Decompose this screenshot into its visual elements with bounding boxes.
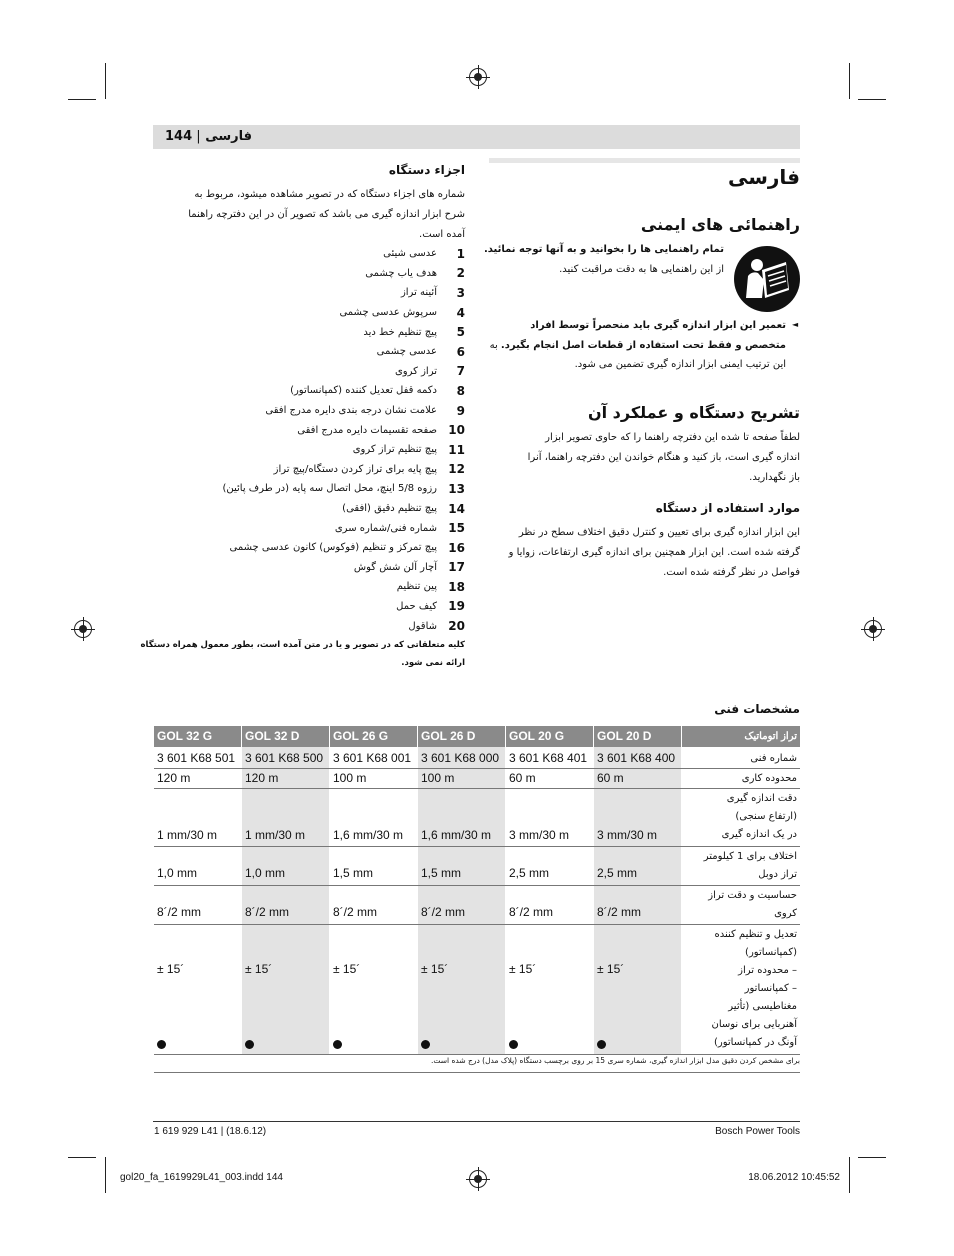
part-number: 16: [448, 540, 465, 555]
list-item: [145, 597, 465, 617]
feature-bullet-icon: [597, 1040, 606, 1049]
part-label: پیچ تنظیم خط دید: [363, 326, 437, 338]
table-column-shade: [594, 747, 681, 1054]
table-cell: ± 15´: [509, 962, 537, 976]
safety-repair-line3: این ترتیب ایمنی ابزار اندازه گیری تضمین می شود.: [574, 359, 786, 370]
safety-repair-line2-bold: متخصص و فقط تحت استفاده از قطعات اصل انجام بگیرد.: [500, 340, 786, 351]
part-number: 20: [448, 619, 465, 634]
table-cell: ± 15´: [245, 962, 273, 976]
table-cell: ± 15´: [597, 962, 625, 976]
table-cell: 3 mm/30 m: [597, 828, 658, 842]
list-item: [145, 499, 465, 519]
crop-mark: [858, 99, 886, 100]
row-label-line: آهنربایی برای نوسان: [711, 1019, 797, 1030]
part-label: پیچ تنظیم دقیق (افقی): [342, 503, 437, 515]
part-number: 8: [456, 383, 465, 398]
row-label-line: (ارتفاع سنجی): [735, 811, 797, 822]
part-number: 14: [448, 501, 465, 516]
bullet-triangle-icon: ◄: [792, 320, 799, 329]
part-number: 17: [448, 560, 465, 575]
row-label-line: (کمپانساتور): [745, 947, 797, 958]
components-list: [145, 244, 465, 636]
list-item: [145, 616, 465, 636]
table-cell: 100 m: [333, 771, 367, 785]
specs-table: [154, 726, 800, 1074]
part-label: عدسی شیئی: [383, 248, 437, 260]
feature-bullet-icon: [157, 1040, 166, 1049]
intended-use-text: [480, 523, 800, 583]
intended-use-heading: موارد استفاده از دستگاه: [655, 501, 800, 515]
part-number: 3: [456, 285, 465, 300]
row-label-line: – محدوده تراز: [738, 965, 797, 976]
part-label: علامت نشان درجه بندی دایره مدرج افقی: [265, 405, 437, 417]
part-label: پین تنظیم: [396, 581, 437, 593]
part-label: دکمه قفل تعدیل کننده (کمپانساتور): [290, 385, 437, 397]
crop-mark: [68, 1157, 96, 1158]
list-item: [145, 303, 465, 323]
feature-bullet-icon: [333, 1040, 342, 1049]
part-number: 6: [456, 344, 465, 359]
accessories-note-line: کلیه متعلقاتی که در تصویر و یا در متن آمده است، بطور معمول همراه دستگاه: [140, 640, 465, 650]
registration-mark-icon: [864, 620, 882, 638]
list-item: [145, 558, 465, 578]
model-header: GOL 26 G: [330, 726, 417, 747]
table-cell: 100 m: [421, 771, 455, 785]
description-line: باز نگهدارید.: [749, 472, 800, 483]
registration-mark-icon: [469, 1170, 487, 1188]
part-label: پیچ تمرکز و تنظیم (فوکوس) کانون عدسی چشمی: [229, 542, 437, 554]
table-cell: 1,0 mm: [245, 866, 286, 880]
part-number: 4: [456, 305, 465, 320]
specs-footnote: برای مشخص کردن دقیق مدل ابزار اندازه گیری، شماره سری 15 بر روی برچسب دستگاه (پلاک مدل) درج شده است.: [430, 1056, 800, 1065]
part-number: 11: [448, 442, 465, 457]
specs-heading: مشخصات فنی: [714, 702, 800, 716]
list-item: [145, 342, 465, 362]
row-label: [711, 926, 797, 1052]
intended-use-line: فواصل در نظر گرفته شده است.: [663, 567, 800, 578]
description-line: اندازه گیری است، باز کنید و هنگام خواندن این دفترچه راهنما، آنرا: [527, 452, 800, 463]
header-language: فارسی: [205, 129, 253, 144]
table-cell: 60 m: [597, 771, 624, 785]
model-header: GOL 32 D: [242, 726, 329, 747]
table-cell: 8´/2 mm: [597, 905, 642, 919]
read-manual-icon: [734, 246, 800, 312]
crop-mark: [105, 63, 106, 99]
table-rule: [154, 1054, 800, 1055]
table-column-shade: [242, 747, 329, 1054]
part-label: صفحه تقسیمات دایره مدرج افقی: [297, 424, 437, 436]
description-line: لطفاً صفحه تا شده این دفترچه راهنما را که حاوی تصویر ابزار: [545, 432, 800, 443]
intended-use-line: این ابزار اندازه گیری برای تعیین و کنترل دقیق اختلاف سطح در نظر: [518, 527, 800, 538]
footer-doc-code: 1 619 929 L41 | (18.6.12): [154, 1126, 267, 1137]
table-cell: ± 15´: [333, 962, 361, 976]
part-label: شاقول: [408, 620, 437, 632]
part-number: 13: [448, 481, 465, 496]
model-header: GOL 26 D: [418, 726, 505, 747]
components-heading: اجزاء دستگاه: [388, 163, 465, 177]
part-number: 1: [456, 246, 465, 261]
components-intro-line: شرح ابزار اندازه گیری می باشد که تصویر آن در این دفترچه راهنما: [188, 209, 465, 220]
table-cell: 3 601 K68 401: [509, 751, 588, 765]
list-item: [145, 264, 465, 284]
table-cell: ± 15´: [421, 962, 449, 976]
part-number: 7: [456, 364, 465, 379]
row-label-line: اختلاف برای 1 کیلومتر: [703, 851, 797, 862]
table-cell: 3 601 K68 500: [245, 751, 324, 765]
part-label: رزوه 5/8 اینچ، محل اتصال سه پایه (در طرف پائین): [222, 483, 437, 495]
row-label-line: کروی: [774, 908, 797, 919]
part-label: پیچ پایه برای تراز کردن دستگاه/پیچ تراز: [273, 463, 437, 475]
row-label: شماره فنی: [750, 753, 797, 764]
table-rule: [154, 768, 800, 769]
components-intro-line: شماره های اجزاء دستگاه که در تصویر مشاهده میشود، مربوط به: [194, 189, 465, 200]
row-label-line: تراز دوبل: [758, 869, 797, 880]
description-text: [480, 428, 800, 488]
components-intro-line: آمده است.: [419, 229, 465, 240]
footer-file: gol20_fa_1619929L41_003.indd 144: [120, 1172, 283, 1183]
row-label-line: دقت اندازه گیری: [726, 793, 797, 804]
part-label: کیف حمل: [396, 600, 437, 612]
table-rule: [154, 924, 800, 925]
part-number: 9: [456, 403, 465, 418]
row-label-line: – کمپانساتور: [744, 983, 797, 994]
registration-mark-icon: [469, 68, 487, 86]
part-number: 2: [456, 266, 465, 281]
table-cell: 8´/2 mm: [421, 905, 466, 919]
crop-mark: [849, 63, 850, 99]
page-header: [153, 125, 800, 149]
table-cell: 1 mm/30 m: [245, 828, 306, 842]
page-title: فارسی: [727, 165, 800, 189]
crop-mark: [68, 99, 96, 100]
safety-repair-line2-tail: به: [489, 340, 498, 351]
part-number: 18: [448, 579, 465, 594]
table-cell: 8´/2 mm: [333, 905, 378, 919]
table-cell: 60 m: [509, 771, 536, 785]
table-cell: 3 mm/30 m: [509, 828, 570, 842]
row-label-line: مغناطیسی (تأثیر: [728, 1001, 797, 1012]
row-label: [722, 790, 797, 844]
part-label: تراز کروی: [394, 365, 437, 377]
page-header-label: فارسی | 144: [165, 129, 253, 144]
safety-repair-line2: [490, 336, 786, 356]
part-number: 15: [448, 521, 465, 536]
components-intro: [145, 185, 465, 245]
part-label: آئینه تراز: [400, 287, 437, 299]
list-item: [145, 440, 465, 460]
part-label: عدسی چشمی: [376, 346, 437, 358]
feature-bullet-icon: [509, 1040, 518, 1049]
part-label: هدف یاب چشمی: [365, 267, 437, 279]
table-cell: 1,5 mm: [333, 866, 374, 880]
table-rule: [154, 1072, 800, 1073]
footer-brand: Bosch Power Tools: [715, 1126, 800, 1137]
table-cell: 3 601 K68 501: [157, 751, 236, 765]
safety-heading: راهنمائی های ایمنی: [640, 215, 800, 234]
table-cell: 8´/2 mm: [509, 905, 554, 919]
table-cell: 3 601 K68 001: [333, 751, 412, 765]
table-cell: 2,5 mm: [509, 866, 550, 880]
table-cell: 1,6 mm/30 m: [421, 828, 492, 842]
table-cell: 3 601 K68 400: [597, 751, 676, 765]
row-label-line: تعدیل و تنظیم کننده: [714, 929, 797, 940]
list-item: [145, 420, 465, 440]
table-cell: 1,5 mm: [421, 866, 462, 880]
table-cell: 8´/2 mm: [157, 905, 202, 919]
part-label: شماره فنی/شماره سری: [334, 522, 437, 534]
part-label: پیچ تنظیم تراز کروی: [352, 444, 437, 456]
list-item: [145, 479, 465, 499]
safety-keep-instruction: از این راهنمایی ها به دقت مراقبت کنید.: [559, 264, 724, 275]
table-rule: [154, 846, 800, 847]
table-cell: 3 601 K68 000: [421, 751, 500, 765]
row-label: محدوده کاری: [741, 773, 797, 784]
table-cell: 1 mm/30 m: [157, 828, 218, 842]
list-item: [145, 381, 465, 401]
registration-mark-icon: [74, 620, 92, 638]
row-label-line: آونگ در کمپانساتور): [713, 1037, 797, 1048]
list-item: [145, 283, 465, 303]
row-label: [708, 887, 797, 923]
model-header: GOL 32 G: [154, 726, 241, 747]
model-header: GOL 20 G: [506, 726, 593, 747]
part-number: 10: [448, 423, 465, 438]
table-column-shade: [418, 747, 505, 1054]
table-cell: 1,0 mm: [157, 866, 198, 880]
part-label: سرپوش عدسی چشمی: [339, 307, 437, 319]
safety-read-instruction: تمام راهنمایی ها را بخوانید و به آنها توجه نمائید.: [483, 244, 724, 255]
part-label: آچار آلن شش گوش: [353, 561, 437, 573]
list-item: [145, 401, 465, 421]
table-cell: 120 m: [157, 771, 191, 785]
header-page-number: 144: [165, 129, 193, 144]
safety-repair-line1: تعمیر این ابزار اندازه گیری باید منحصراً توسط افراد: [530, 320, 786, 331]
table-cell: 1,6 mm/30 m: [333, 828, 404, 842]
intended-use-line: گرفته شده است. این ابزار همچنین برای اندازه گیری ارتفاعات، زوایا و: [508, 547, 800, 558]
list-item: [145, 577, 465, 597]
crop-mark: [858, 1157, 886, 1158]
table-cell: ± 15´: [157, 962, 185, 976]
part-number: 5: [456, 325, 465, 340]
table-cell: 8´/2 mm: [245, 905, 290, 919]
description-heading: تشریح دستگاه و عملکرد آن: [587, 403, 800, 422]
crop-mark: [105, 1157, 106, 1193]
feature-bullet-icon: [421, 1040, 430, 1049]
list-item: [145, 322, 465, 342]
footer-rule: [153, 1121, 800, 1122]
table-cell: 120 m: [245, 771, 279, 785]
list-item: [145, 538, 465, 558]
row-label-line: حساسیت و دقت تراز: [708, 890, 797, 901]
row-label-line: در یک اندازه گیری: [721, 829, 797, 840]
accessories-note-line: ارائه نمی شود.: [401, 658, 465, 668]
table-rule: [154, 885, 800, 886]
part-number: 19: [448, 599, 465, 614]
list-item: [145, 362, 465, 382]
list-item: [145, 460, 465, 480]
table-rule: [154, 788, 800, 789]
crop-mark: [849, 1157, 850, 1193]
title-rule: [489, 158, 800, 163]
footer-datetime: 18.06.2012 10:45:52: [748, 1172, 840, 1183]
part-number: 12: [448, 462, 465, 477]
model-header: GOL 20 D: [594, 726, 681, 747]
row-label: [704, 848, 797, 884]
list-item: [145, 518, 465, 538]
table-cell: 2,5 mm: [597, 866, 638, 880]
feature-bullet-icon: [245, 1040, 254, 1049]
table-header-label: تراز اتوماتیک: [682, 726, 800, 747]
accessories-note: [140, 636, 465, 672]
list-item: [145, 244, 465, 264]
